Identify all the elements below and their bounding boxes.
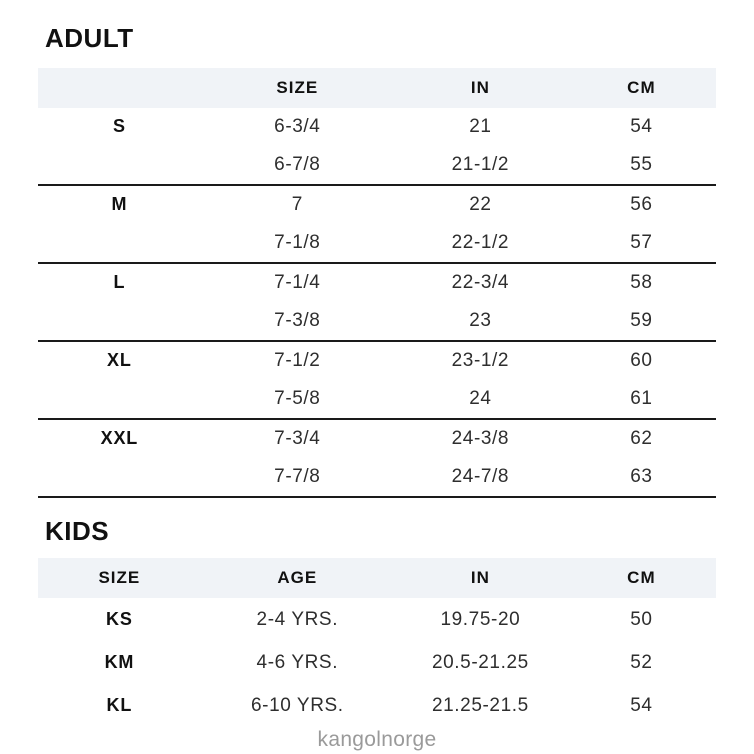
cm-cell: 50: [630, 608, 653, 630]
cm-cell: 61: [567, 380, 716, 419]
size-cell: 7-3/4: [274, 427, 321, 449]
inches-cell: 22-3/4: [451, 271, 510, 293]
inches-cell: 22-1/2: [394, 224, 567, 263]
kids-size-label: KM: [104, 652, 135, 673]
inches-cell: 23: [394, 302, 567, 341]
inches-cell: 24: [394, 380, 567, 419]
size-cell: 7-5/8: [201, 380, 394, 419]
size-group-label: XL: [107, 350, 132, 371]
size-group-label: XXL: [100, 428, 139, 449]
age-cell: 4-6 YRS.: [256, 651, 339, 673]
adult-size-table: [38, 68, 716, 498]
inches-cell: 21: [469, 115, 492, 137]
age-cell: 2-4 YRS.: [256, 608, 339, 630]
adult-col-header-blank: [38, 68, 201, 108]
adult-table-header-row: [38, 68, 716, 108]
cm-cell: 59: [567, 302, 716, 341]
kids-size-label: KL: [106, 695, 133, 716]
inches-cell: 23-1/2: [451, 349, 510, 371]
table-row: [38, 146, 716, 185]
adult-col-header-in: IN: [394, 68, 567, 108]
adult-section-title: ADULT: [45, 23, 134, 53]
adult-col-header-size: SIZE: [201, 68, 394, 108]
size-group-label-empty: [38, 458, 201, 497]
table-row: [38, 684, 716, 727]
size-cell: 7-7/8: [201, 458, 394, 497]
size-group-label-empty: [38, 380, 201, 419]
cm-cell: 54: [630, 115, 653, 137]
kids-size-table: [38, 558, 716, 727]
table-row: [38, 641, 716, 684]
size-cell: 7-1/8: [201, 224, 394, 263]
cm-cell: 60: [630, 349, 653, 371]
size-group-label-empty: [38, 146, 201, 185]
size-group-label: M: [111, 194, 128, 215]
cm-cell: 54: [630, 694, 653, 716]
size-cell: 7-1/2: [274, 349, 321, 371]
cm-cell: 57: [567, 224, 716, 263]
size-group-label-empty: [38, 302, 201, 341]
inches-cell: 22: [469, 193, 492, 215]
size-group-label: L: [113, 272, 126, 293]
adult-col-header-cm: CM: [567, 68, 716, 108]
inches-cell: 24-3/8: [451, 427, 510, 449]
table-row: [38, 380, 716, 419]
cm-cell: 55: [567, 146, 716, 185]
size-cell: 7-1/4: [274, 271, 321, 293]
kids-table-header-row: [38, 558, 716, 598]
kids-size-label: KS: [106, 609, 133, 630]
size-cell: 7-3/8: [201, 302, 394, 341]
cm-cell: 52: [630, 651, 653, 673]
table-row: [38, 224, 716, 263]
size-group-label-empty: [38, 224, 201, 263]
table-row: [38, 341, 716, 380]
table-row: [38, 419, 716, 458]
cm-cell: 63: [567, 458, 716, 497]
kids-col-header-size: SIZE: [38, 558, 201, 598]
table-row: [38, 302, 716, 341]
kids-section-title: KIDS: [45, 515, 110, 546]
size-cell: 6-3/4: [274, 115, 321, 137]
inches-cell: 20.5-21.25: [431, 651, 529, 673]
kids-col-header-cm: CM: [567, 558, 716, 598]
kids-col-header-in: IN: [394, 558, 567, 598]
table-row: [38, 263, 716, 302]
cm-cell: 62: [630, 427, 653, 449]
table-row: [38, 598, 716, 641]
brand-footer: kangolnorge: [317, 728, 437, 752]
age-cell: 6-10 YRS.: [250, 694, 344, 716]
cm-cell: 58: [630, 271, 653, 293]
table-row: [38, 185, 716, 224]
size-group-label: S: [112, 116, 126, 137]
size-cell: 6-7/8: [201, 146, 394, 185]
cm-cell: 56: [630, 193, 653, 215]
kids-col-header-age: AGE: [201, 558, 394, 598]
size-cell: 7: [291, 193, 303, 215]
inches-cell: 24-7/8: [394, 458, 567, 497]
inches-cell: 21-1/2: [394, 146, 567, 185]
inches-cell: 21.25-21.5: [431, 694, 529, 716]
inches-cell: 19.75-20: [440, 608, 521, 630]
table-row: [38, 108, 716, 146]
table-row: [38, 458, 716, 497]
